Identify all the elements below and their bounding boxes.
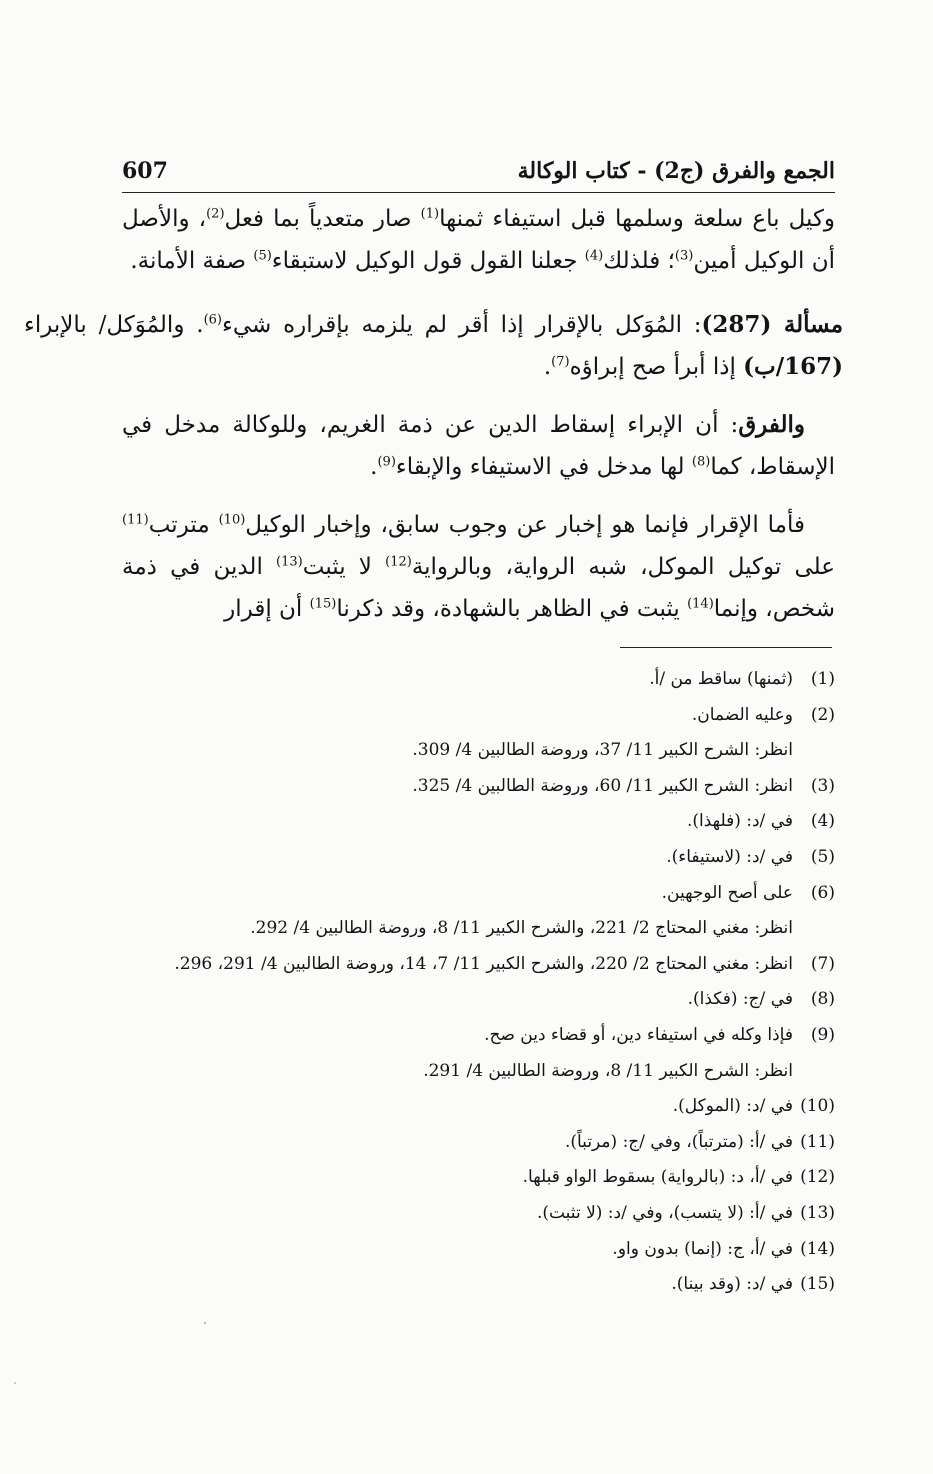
- footnote-number: (5): [810, 846, 835, 867]
- footnote-line: [120, 733, 835, 769]
- footnote-ref: (3): [674, 248, 694, 264]
- text-run: صفة الأمانة.: [130, 248, 254, 274]
- main-text: [24, 198, 844, 630]
- footnote-text: في /أ، ج: (إنما) بدون واو.: [612, 1238, 793, 1259]
- text-run: أن إقرار: [224, 596, 310, 622]
- text-run: جعلنا القول قول الوكيل لاستبقاء: [271, 248, 585, 274]
- running-title: الجمع والفرق (ج2) - كتاب الوكالة: [517, 158, 835, 184]
- paragraph-continuation: [122, 198, 835, 282]
- footnote-text: على أصح الوجهين.: [661, 882, 793, 903]
- footnote-line: [120, 982, 835, 1018]
- footnote-text: انظر: الشرح الكبير 11/ 37، وروضة الطالبين 4/ 309.: [412, 740, 793, 761]
- footnote-ref: (8): [691, 454, 711, 470]
- iqrar-paragraph: [122, 504, 835, 630]
- footnote-text: في /د: (لاستيفاء).: [666, 846, 793, 867]
- page-number: 607: [122, 158, 168, 184]
- footnote-ref: (10): [218, 512, 246, 528]
- text-run: ، والأصل أن الوكيل أمين: [122, 206, 835, 274]
- footnote-line: [120, 1232, 835, 1268]
- footnote-line: [120, 840, 835, 876]
- footnote-number: (10): [800, 1096, 835, 1117]
- footnote-line: [120, 1196, 835, 1232]
- footnote-text: في /د: (فلهذا).: [686, 811, 793, 832]
- text-run: يثبت في الظاهر بالشهادة، وقد ذكرنا: [336, 596, 688, 622]
- footnote-ref: (7): [551, 354, 570, 370]
- footnotes: [120, 662, 835, 1303]
- masala-label: مسألة (287): [701, 311, 844, 338]
- footnote-number: (9): [810, 1024, 835, 1045]
- footnote-ref: (6): [203, 312, 222, 328]
- footnote-line: [120, 1018, 835, 1054]
- footnote-line: [120, 1125, 835, 1161]
- footnote-ref: (14): [687, 596, 714, 612]
- text-run: : أن الإبراء إسقاط الدين عن ذمة الغريم، وللوكالة مدخل في الإسقاط، كما: [122, 412, 835, 480]
- footnote-ref: (5): [253, 248, 272, 264]
- footnote-number: (3): [810, 775, 835, 796]
- footnote-number: (1): [810, 669, 835, 689]
- footnote-line: [120, 698, 835, 734]
- footnote-ref: (2): [206, 206, 225, 222]
- footnote-text: في /د: (وقد بينا).: [671, 1274, 793, 1295]
- footnote-ref: (12): [385, 554, 412, 570]
- footnote-separator: [620, 647, 832, 648]
- footnote-text: انظر: مغني المحتاج 2/ 221، والشرح الكبير 11/ 8، وروضة الطالبين 4/ 292.: [250, 918, 793, 939]
- footnote-line: [120, 1160, 835, 1196]
- footnote-line: [120, 911, 835, 947]
- footnote-text: في /د: (الموكل).: [672, 1096, 793, 1117]
- footnote-ref: (13): [276, 554, 303, 570]
- text-run: .: [370, 454, 378, 480]
- page-header: [122, 150, 835, 193]
- footnote-text: انظر: مغني المحتاج 2/ 220، والشرح الكبير 11/ 7، 14، وروضة الطالبين 4/ 291، 296.: [174, 953, 793, 974]
- footnote-text: فإذا وكله في استيفاء دين، أو قضاء دين صح.: [484, 1024, 793, 1045]
- text-run: صار متعدياً بما فعل: [224, 206, 421, 232]
- footnote-number: (14): [800, 1238, 835, 1259]
- footnote-line: [120, 1054, 835, 1090]
- scan-speck: [204, 1322, 206, 1324]
- text-run: لا يثبت: [302, 554, 386, 580]
- text-run: . والمُوَكل/ بالإبراء: [24, 312, 204, 338]
- footnote-ref: (15): [309, 596, 337, 612]
- text-run: لها مدخل في الاستيفاء والإبقاء: [395, 454, 692, 480]
- footnote-text: انظر: الشرح الكبير 11/ 60، وروضة الطالبين 4/ 325.: [412, 775, 793, 796]
- text-run: الدين في ذمة شخص، وإنما: [122, 554, 835, 622]
- footnote-number: (12): [800, 1167, 835, 1188]
- text-run: مترتب: [148, 512, 219, 538]
- footnote-line: [120, 1089, 835, 1125]
- footnote-number: (7): [810, 953, 835, 974]
- footnote-line: [120, 1267, 835, 1303]
- footnote-line: [120, 769, 835, 805]
- manuscript-folio-marker: (167/ب): [743, 353, 843, 380]
- footnote-ref: (9): [377, 454, 396, 470]
- footnote-ref: (11): [122, 512, 149, 528]
- footnote-line: [120, 876, 835, 912]
- footnote-text: في /أ: (مترتباً)، وفي /ج: (مرتباً).: [564, 1131, 793, 1152]
- footnote-ref: (4): [584, 248, 604, 264]
- text-run: وكيل باع سلعة وسلمها قبل استيفاء ثمنها: [439, 206, 836, 232]
- footnote-text: انظر: الشرح الكبير 11/ 8، وروضة الطالبين 4/ 291.: [423, 1060, 793, 1081]
- text-run: : المُوَكل بالإقرار إذا أقر لم يلزمه بإقراره شيء: [222, 312, 702, 338]
- text-run: إذا أبرأ صح إبراؤه: [569, 354, 744, 380]
- footnote-text: في /أ: (لا يتسب)، وفي /د: (لا تثبت).: [536, 1202, 793, 1223]
- text-run: على توكيل الموكل، شبه الرواية، وبالرواية: [411, 554, 835, 580]
- footnote-number: (4): [810, 811, 835, 832]
- masala-block: [24, 304, 844, 388]
- text-run: .: [543, 354, 552, 380]
- difference-paragraph: [122, 404, 835, 488]
- footnote-line: [120, 662, 835, 698]
- footnote-number: (13): [800, 1202, 835, 1223]
- footnote-ref: (1): [420, 206, 440, 222]
- masala-paragraph: [24, 304, 843, 388]
- footnote-line: [120, 804, 835, 840]
- footnote-number: (2): [810, 704, 835, 725]
- footnote-line: [120, 947, 835, 983]
- text-run: فأما الإقرار فإنما هو إخبار عن وجوب سابق، وإخبار الوكيل: [245, 512, 805, 538]
- footnote-number: (11): [800, 1131, 835, 1152]
- footnote-text: في /أ، د: (بالرواية) بسقوط الواو قبلها.: [522, 1167, 793, 1188]
- footnote-number: (15): [800, 1274, 835, 1295]
- footnote-text: (ثمنها) ساقط من /أ.: [649, 669, 793, 689]
- footnote-text: وعليه الضمان.: [691, 704, 793, 725]
- footnote-number: (8): [810, 989, 835, 1010]
- footnote-number: (6): [810, 882, 835, 903]
- scan-speck: [14, 1382, 16, 1384]
- difference-label: والفرق: [738, 411, 805, 438]
- text-run: ؛ فلذلك: [603, 248, 675, 274]
- footnote-text: في /ج: (فكذا).: [687, 989, 793, 1010]
